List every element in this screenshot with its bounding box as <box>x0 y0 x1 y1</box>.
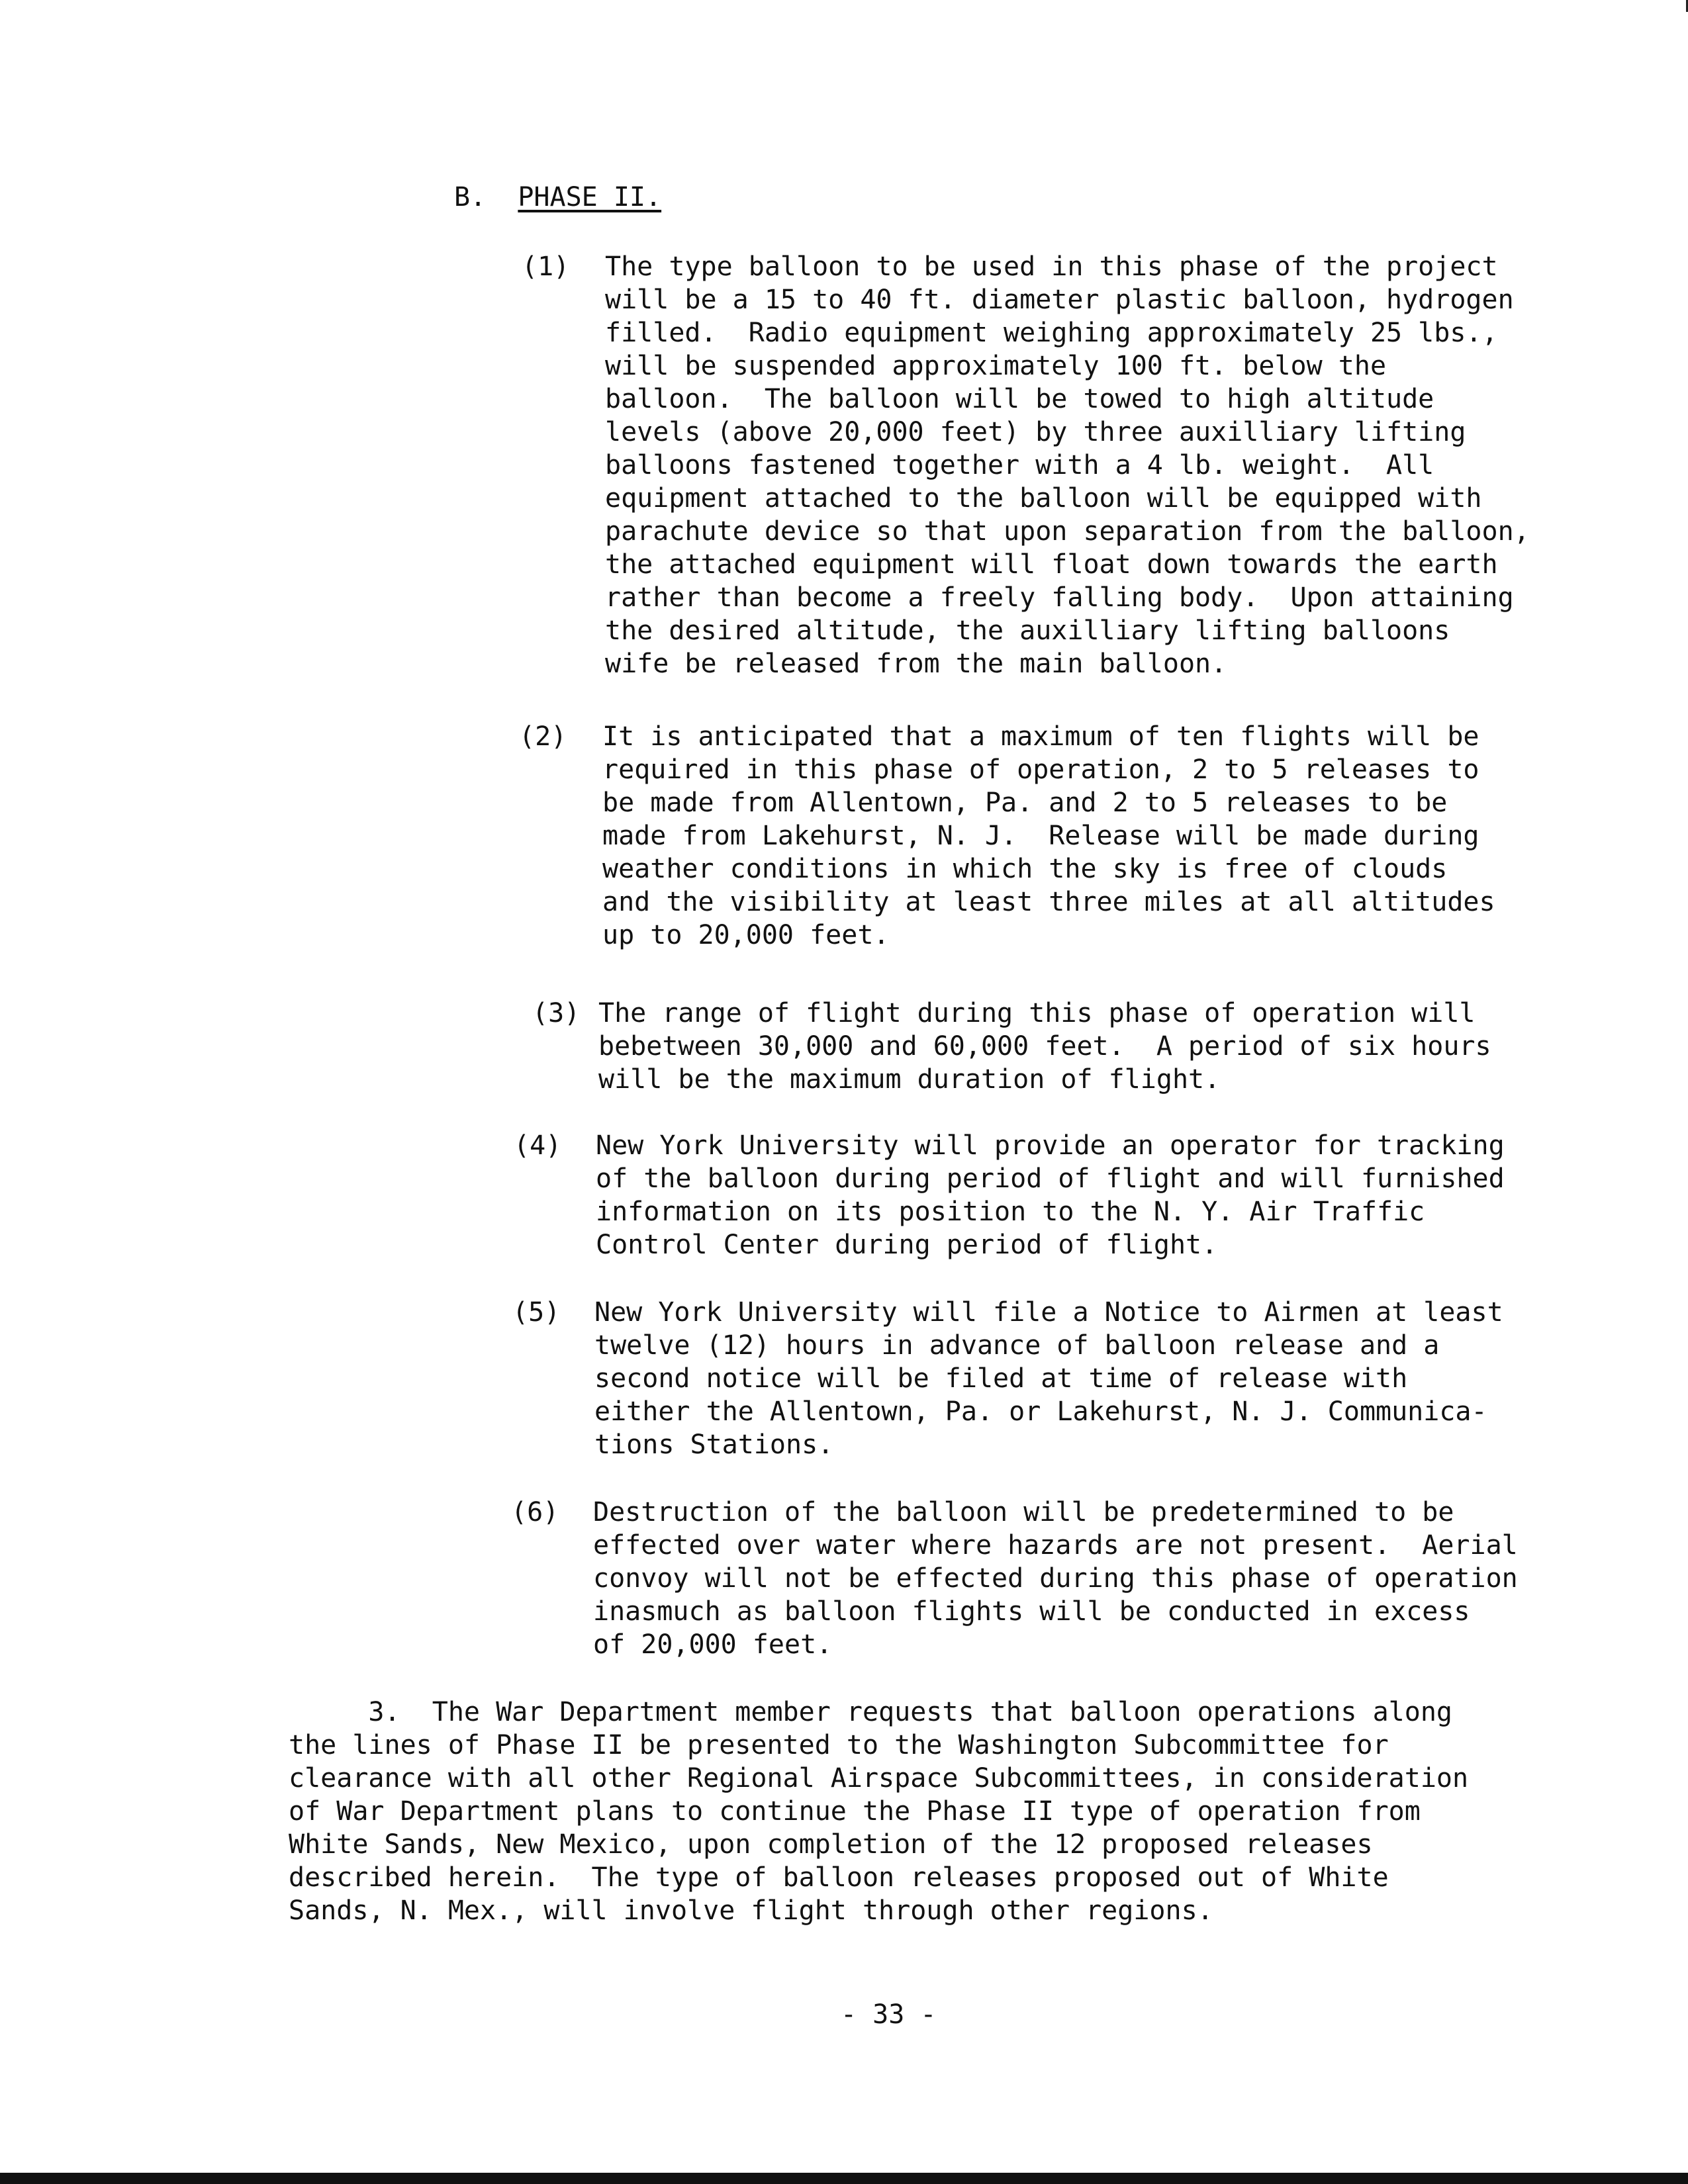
item-number: (3) <box>532 998 581 1028</box>
item-number: (2) <box>519 721 567 752</box>
item-text: The type balloon to be used in this phase of the project will be a 15 to 40 ft. diameter plastic balloon, hydrogen filled. Radio equipment weighing approximately 25 lbs., will be suspended approximately 100 ft. below the balloon. The balloon will be towed to high altitude levels (above 20,000 feet) by three auxilliary lifting balloons fastened together with a 4 lb. weight. All equipment attached to the balloon will be equipped with parachute device so that upon separation from the balloon, the attached equipment will float down towards the earth rather than become a freely falling body. Upon attaining the desired altitude, the auxilliary lifting balloons wife be released from the main balloon. <box>605 251 1530 679</box>
section-title: PHASE II. <box>518 182 662 212</box>
item-text: New York University will file a Notice to Airmen at least twelve (12) hours in advance of balloon release and a second notice will be filed at time of release with either the Allentown, Pa. or Lakehurst, N. J. Communica- tions Stations. <box>594 1297 1503 1460</box>
item-number: (6) <box>511 1497 559 1527</box>
item-text: The range of flight during this phase of operation will bebetween 30,000 and 60,000 feet. A period of six hours will be the maximum duration of flight. <box>598 998 1491 1095</box>
section-heading <box>454 179 661 216</box>
scan-bottom-border <box>0 2173 1688 2184</box>
paragraph-3: 3. The War Department member requests that balloon operations along the lines of Phase II be presented to the Washington Subcommittee for clearance with all other Regional Airspace Subcommittees, in consideration of War Department plans to continue the Phase II type of operation from White Sands, New Mexico, upon completion of the 12 proposed releases described herein. The type of balloon releases proposed out of White Sands, N. Mex., will involve flight through other regions. <box>289 1697 1469 1926</box>
item-number: (4) <box>514 1130 562 1161</box>
item-text: Destruction of the balloon will be predetermined to be effected over water where hazards are not present. Aerial convoy will not be effected during this phase of operation inasmuch as balloon flights will be conducted in excess of 20,000 feet. <box>593 1497 1518 1660</box>
section-label: B. <box>454 182 487 212</box>
item-number: (1) <box>522 251 570 282</box>
item-text: New York University will provide an operator for tracking of the balloon during period of flight and will furnished information on its position to the N. Y. Air Traffic Control Center during period of flight. <box>596 1130 1505 1260</box>
item-number: (5) <box>512 1297 561 1328</box>
page-number: - 33 - <box>841 1999 937 2030</box>
item-text: It is anticipated that a maximum of ten flights will be required in this phase of operation, 2 to 5 releases to be made from Allentown, Pa. and 2 to 5 releases to be made from Lakehurst, N. J. Release will be made during weather conditions in which the sky is free of clouds and the visibility at least three miles at all altitudes up to 20,000 feet. <box>602 721 1495 950</box>
